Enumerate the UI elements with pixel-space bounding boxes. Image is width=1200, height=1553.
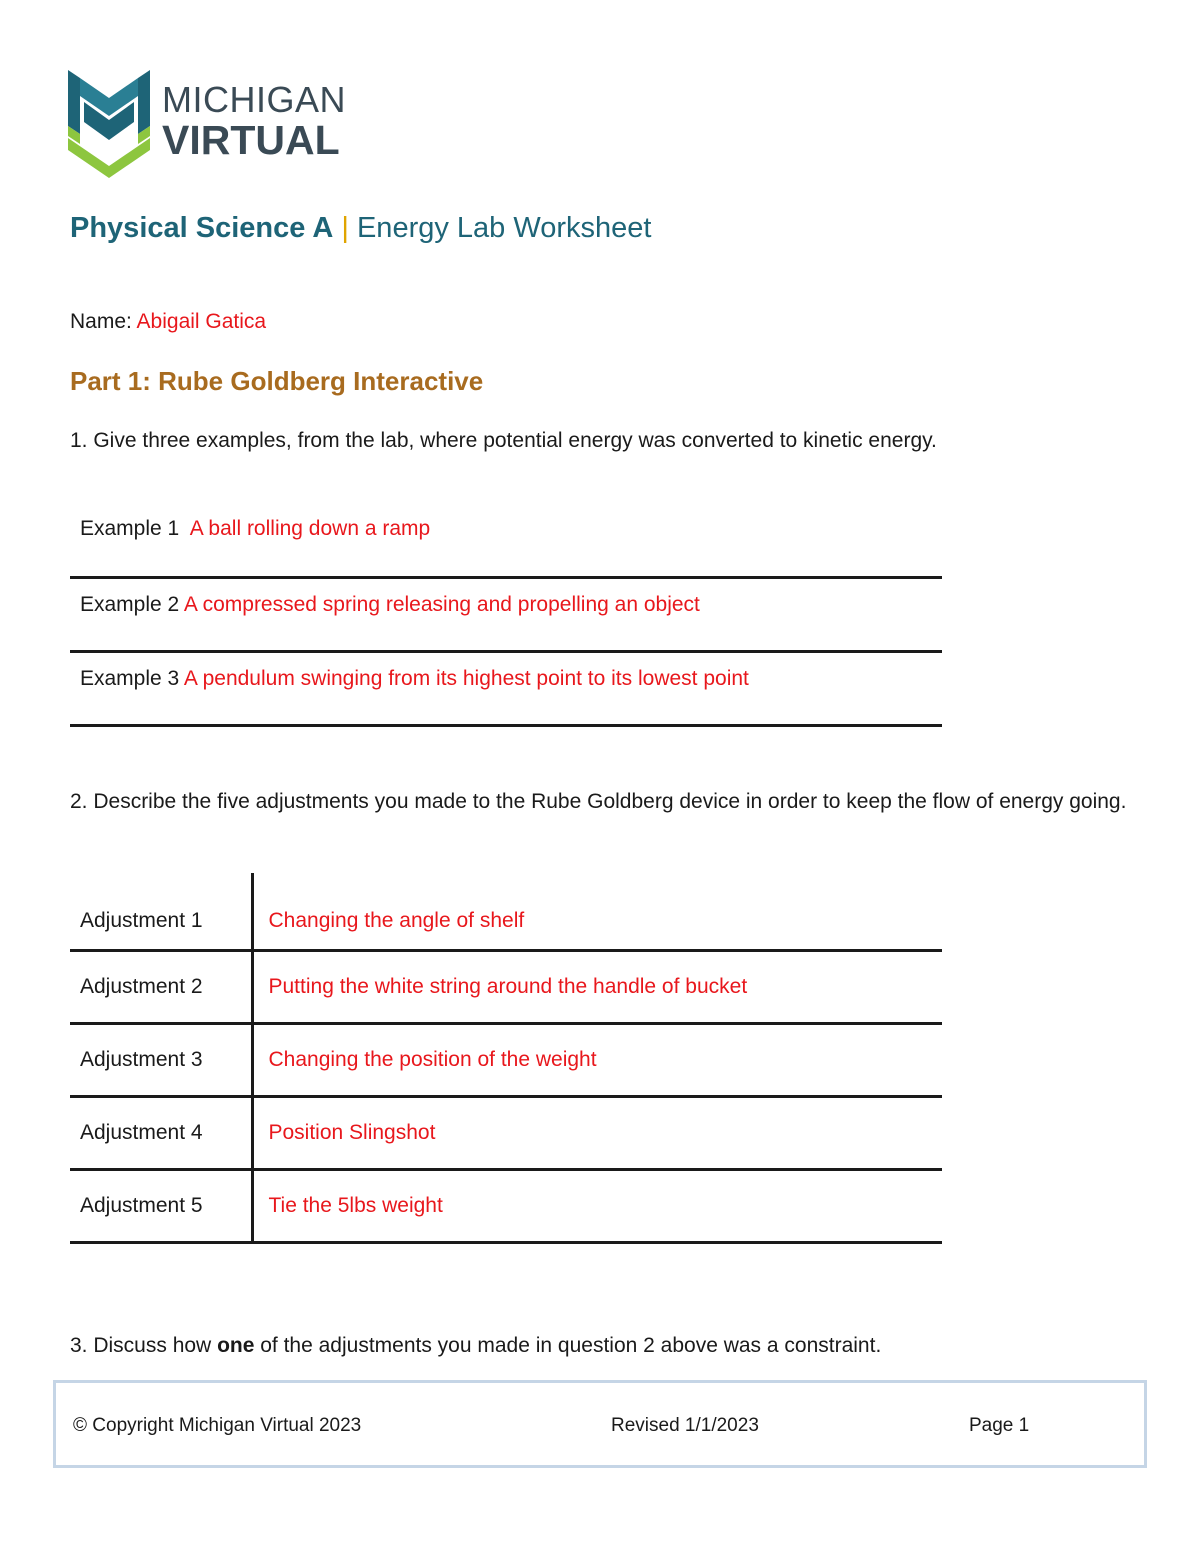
adjustment-answer: Putting the white string around the handle of bucket [252, 950, 942, 1023]
adjustment-answer: Position Slingshot [252, 1096, 942, 1169]
example-row [70, 505, 942, 579]
q3-text-before: 3. Discuss how [70, 1334, 218, 1357]
example-answer: A ball rolling down a ramp [189, 517, 431, 540]
example-answer: A pendulum swinging from its highest point to its lowest point [183, 667, 749, 690]
revised-date: Revised 1/1/2023 [611, 1415, 759, 1436]
example-label: Example 2 [80, 593, 180, 616]
table-row [70, 1096, 942, 1169]
table-row [70, 1169, 942, 1242]
student-name: Abigail Gatica [136, 310, 267, 333]
table-row [70, 1023, 942, 1096]
course-name: Physical Science A [70, 212, 334, 244]
logo-wordmark-bottom: VIRTUAL [162, 117, 340, 163]
examples-list [70, 505, 942, 727]
page-footer [53, 1380, 1147, 1468]
logo-mark-icon [68, 68, 150, 182]
page-number: Page 1 [969, 1415, 1030, 1436]
example-label: Example 1 [80, 517, 180, 540]
adjustment-label: Adjustment 3 [70, 1023, 252, 1096]
adjustment-label: Adjustment 2 [70, 950, 252, 1023]
part1-heading: Part 1: Rube Goldberg Interactive [70, 366, 484, 396]
logo-wordmark-top: MICHIGAN [162, 79, 346, 120]
name-label: Name: [70, 310, 132, 333]
q3-text-after: of the adjustments you made in question 2 above was a constraint. [254, 1334, 882, 1357]
q3-emphasis: one [217, 1334, 255, 1357]
question-2: 2. Describe the five adjustments you made to the Rube Goldberg device in order to keep the flow of energy going. [70, 790, 1127, 813]
adjustments-table [70, 873, 942, 1244]
worksheet-name: Energy Lab Worksheet [356, 212, 652, 244]
adjustment-label: Adjustment 4 [70, 1096, 252, 1169]
example-row [70, 579, 942, 653]
copyright-text: © Copyright Michigan Virtual 2023 [73, 1415, 362, 1436]
adjustment-answer: Changing the position of the weight [252, 1023, 942, 1096]
document-title [70, 212, 651, 245]
student-name-line [70, 310, 266, 334]
adjustment-label: Adjustment 5 [70, 1169, 252, 1242]
question-3 [70, 1330, 1130, 1361]
example-label: Example 3 [80, 667, 180, 690]
question-1: 1. Give three examples, from the lab, where potential energy was converted to kinetic energy. [70, 429, 937, 452]
adjustment-label: Adjustment 1 [70, 873, 252, 950]
title-separator: | [341, 212, 349, 244]
table-row [70, 873, 942, 950]
adjustment-answer: Tie the 5lbs weight [252, 1169, 942, 1242]
adjustment-answer: Changing the angle of shelf [252, 873, 942, 950]
table-row [70, 950, 942, 1023]
example-answer: A compressed spring releasing and propelling an object [183, 593, 700, 616]
example-row [70, 653, 942, 727]
michigan-virtual-logo [68, 68, 368, 184]
